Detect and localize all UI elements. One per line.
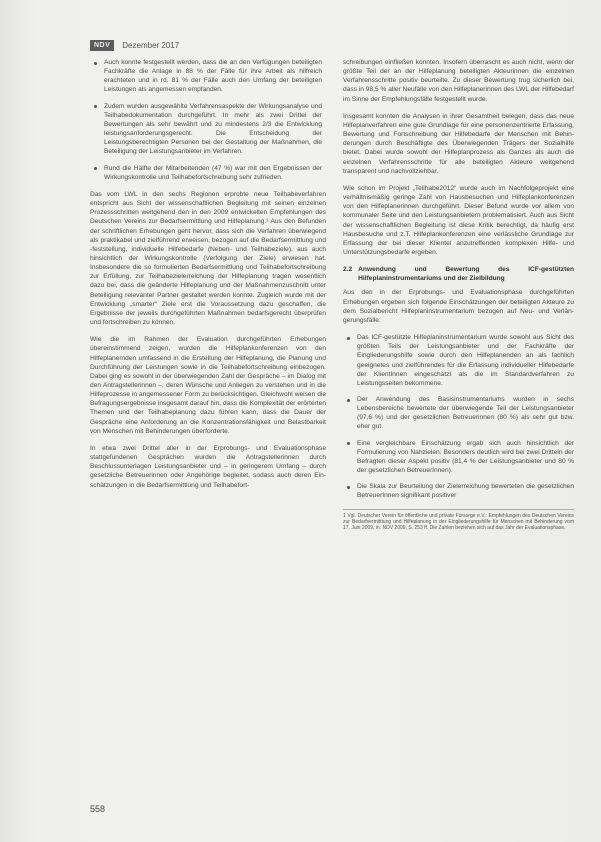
body-paragraph: schreibungen einfließen konnten. Insofern überrascht es auch nicht, wenn der größte Teil der an der Hilfeplanung beteiligten Akteurinnen die einzelnen Verfahrensschritte positiv beurteilte. Zu dieser Bewertung trug sicherlich bei, dass in 98,5 % aller Neufälle von den Hilfeplanerinnen des LWL der Hilfebedarf im Sinne der Empfehlungsfälle festgestellt wurde.: [343, 59, 574, 103]
left-column: [90, 58, 326, 498]
body-paragraph: In etwa zwei Drittel aller in der Erprobungs- und Evaluationsphase stattgefundenen Gesprächen wurden die Antragstellerinnen durch Beschlussunterlagen Leistungsanbieter und – in geringerem Umfang – durch gesetzliche Betreuerinnen oder Angehörige begleitet, sodass auch deren Einschätzungen in die Bedarfsermittlung und Teilhabefort-: [90, 444, 326, 489]
section-number: 2.2: [343, 266, 353, 274]
page-number: 558: [90, 804, 106, 814]
footnote: 1 Vgl. Deutscher Verein für öffentliche und private Fürsorge e.V.: Empfehlungen des Deutschen Vereins zur Bedarfsermittlung und Hilfeplanung in der Eingliederungshilfe für Menschen mit Behinderung vom 17. Juni 2009, in: NDV 2009, S. 253 ff. Die Zahlen beziehen sich auf das Jahr der Evaluationsphase.: [343, 509, 574, 532]
right-column: [343, 58, 574, 531]
list-item: Zudem wurden ausgewählte Verfahrensaspekte der Wirkungsanalyse und Teilhabedokumentation durchgeführt. In mehr als zwei Drittel der Bewertungen als sehr bewährt und zu mindestens 2/3 die Entwicklung leistungsanforderungsgerecht. Die Entscheidung der Leistungsberechtigten Personen bei der Gestaltung der Maßnahmen, die Beteiligung der Leistungsanbieter im Verfahren.: [90, 102, 326, 157]
right-bullet-list: [343, 333, 574, 501]
section-title: Anwendung und Bewertung des ICF-gestützten Hilfeplaninstrumentariums und der Zielbildung: [358, 266, 574, 283]
body-paragraph: Insgesamt konnten die Analysen in ihrer Gesamtheit belegen, dass das neue Hilfeplanverfahren eine gute Grundlage für eine personenzentrierte Erfassung, Bewertung und Fortschreibung der Hilfebedarfe der Menschen mit Behinderungen durch Beschäftigte des Überwiegenden Trägers der Sozialhilfe bietet. Dabei wurde sowohl der Hilfeplanprozess als Ganzes als auch die einzelnen Verfahrensschritte für alle beteiligten Akteure weitgehend transparent und nachvollziehbar.: [343, 112, 574, 175]
body-paragraph: Das vom LWL in den sechs Regionen erprobte neue Teilhabeverfahren entspricht aus Sicht der wissenschaftlichen Begleitung mit seinen einzelnen Prozessschritten weitgehend den in den 2009 entwickelten Empfehlungen des Deutschen Vereins zur Bedarfsermittlung und Hilfeplanung.¹ Aus den Befunden der schriftlichen Erhebungen geht hervor, dass sich die Verfahren überwiegend als praktikabel und zielführend erweisen, bezogen auf die Bedarfsermittlung und -feststellung, individuelle Hilfebedarfe (Neben- und Teilhabeziele), aus auch hinsichtlich der Wirkungskontrolle (Verfolgung der Ziele) erwiesen hat. Insbesondere die so formulierten Bedarfsermittlung und Teilhabefortschreibung zur Erfüllung, zur Teilhabezielerreichung der Hilfeplanung tragen wesentlich dazu bei, dass die geänderte Hilfeplanung und der Maßnahmenzuschnitt unter Beteiligung relevanter Partner gestaltet werden konnte. Zugleich wurde mit der Entwicklung „smarter“ Ziele erst die Voraussetzung dazu geschaffen, die Ergebnisse der jeweils durchgeführten Maßnahmen bedarfsgerecht überprüfen und fortschreiben zu können.: [90, 190, 326, 327]
list-item: Auch konnte festgestellt werden, dass die an den Verfügungen beteiligten Fachkräfte die Anlage in 88 % der Fälle für ihre Arbeit als hilfreich erachteten und in rd. 81 % der Fälle auch den Umfang der beteiligten Leistungen als angemessen empfanden.: [90, 58, 326, 95]
issue-date: Dezember 2017: [122, 41, 180, 50]
body-paragraph: Aus den in der Erprobungs- und Evaluationsphase durchgeführten Erhebungen ergeben sich folgende Einschätzungen der beteiligten Akteure zu dem Sozialbericht Hilfeplaninstrumentarium bezogen auf Neu- und Verlängerungsfälle:: [343, 289, 574, 324]
body-paragraph: Wie die im Rahmen der Evaluation durchgeführten Erhebungen übereinstimmend zeigen, wurden die Hilfeplankonferenzen von den Hilfeplanernden umfassend in die Erstellung der Hilfeplanung, die Planung und Durchführung der Leistungen sowie in die Teilhabefortschreibung einbezogen. Dabei ging es sowohl in der überwiegenden Zahl der Gespräche – im Dialog mit den Antragstellerinnen –, deren Wünsche und Anliegen zu verstehen und in die Hilfeprozesse in angemessener Form zu berücksichtigen. Gleichwohl weisen die Befragungsergebnisse insgesamt darauf hin, dass die Komplexität der erörterten Themen und der Teilhabeplanung dazu führen kann, dass die Dauer der Gespräche eine Anforderung an die Konzentrationsfähigkeit und Belastbarkeit von Menschen mit Behinderungen überforderte.: [90, 336, 326, 435]
section-heading: [343, 265, 574, 283]
running-header: [90, 40, 179, 51]
left-bullet-list: [90, 58, 326, 182]
list-item: Rund die Hälfte der Mitarbeitenden (47 %) war mit den Ergebnissen der Wirkungskontrolle und Teilhabefortschreibung sehr zufrieden.: [90, 164, 326, 182]
journal-logo: NDV: [90, 40, 114, 51]
list-item: Die Skala zur Beurteilung der Zielerreichung bewerteten die gesetzlichen BetreuerInnen signifikant positiver: [343, 482, 574, 500]
list-item: Eine vergleichbare Einschätzung ergab sich auch hinsichtlich der Formulierung von Nahzielen. Besonders deutlich wird bei zwei Dritteln der Befragten dieser Aspekt positiv (81,4 % der Leistungsanbieter und 80 % der gesetzlichen BetreuerInnen).: [343, 439, 574, 476]
list-item: Das ICF-gestützte Hilfeplaninstrumentarium wurde sowohl aus Sicht des größten Teils der Leistungsanbieter und der Fachkräfte der Eingliederungshilfe sowie durch den Hilfeplanenden an als fachlich geeignetes und zielführendes für die Erfassung individueller Hilfebedarfe der KlientInnen eingeschätzt als die im Standardverfahren zu Leistungsseiten bekommene.: [343, 333, 574, 388]
list-item: Der Anwendung des Basisinstrumentariums wurden in sechs Lebensbereiche bewertete der überwiegende Teil der Leistungsanbieter (97,6 %) und der gesetzlichen Betreuerinnen (80 %) als sehr gut bzw. eher gut.: [343, 395, 574, 432]
body-paragraph: Wie schon im Projekt „Teilhabe2012“ wurde auch im Nachfolgeprojekt eine verhältnismäßig geringe Zahl von Hausbesuchen und Hilfeplankonferenzen von den Hilfeplanerinnen durchgeführt. Dieser Befund wurde vor allem von kommunaler Seite und den Leistungsanbietern problematisiert. Auch aus Sicht der wissenschaftlichen Begleitung ist diese Kritik berechtigt, da häufig erst Hausbesuche und z.T. Hilfeplankonferenzen eine verlässliche Grundlage zur Erfassung der bei dieser Klientel anzutreffenden komplexen Hilfe- und Unterstützungsbedarfe ergeben.: [343, 184, 574, 256]
